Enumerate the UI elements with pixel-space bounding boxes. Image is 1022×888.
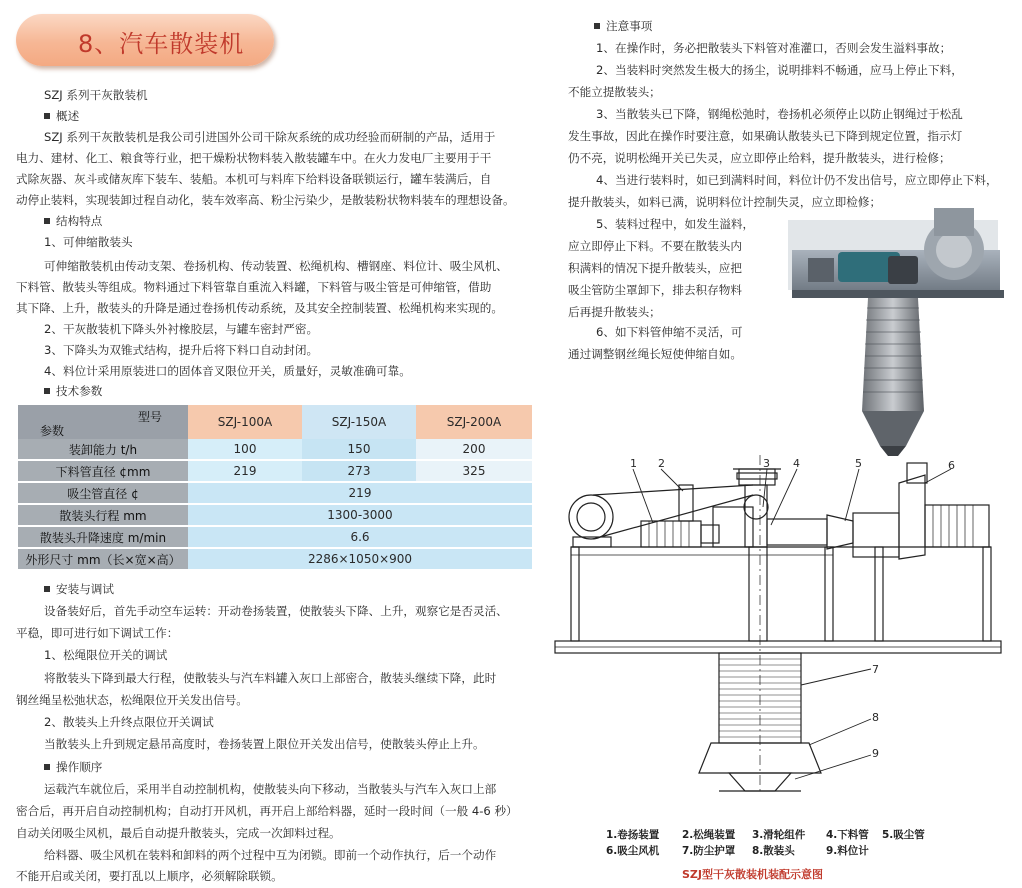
table-cell: 100 [188,439,302,461]
callout-number: 4 [793,457,800,470]
install-line: 平稳，即可进行如下调试工作： [16,626,179,640]
overview-line: 式除灰器、灰斗或储灰库下装车、装船。本机可与料库下给料设备联锁运行，罐车装满后，自 [16,172,492,186]
frame-leg [875,547,883,641]
note-line: 吸尘管防尘罩卸下，排去积存物料 [568,283,742,297]
callout-number: 2 [658,457,665,470]
legend-item: 2.松绳装置 [682,829,736,841]
callout-number: 5 [855,457,862,470]
note-line: 提升散装头，如料已满，说明料位计控制失灵，应立即检修； [568,195,882,209]
note-line: 应立即停止下料。不要在散装头内 [568,239,742,253]
note-line: 通过调整钢丝绳长短使伸缩自如。 [568,347,742,361]
install-line: 2、散装头上升终点限位开关调试 [44,715,214,729]
heading-install: 安装与调试 [44,579,114,600]
spec-table [18,405,532,571]
legend-item: 5.吸尘管 [882,829,925,841]
legend-item: 9.料位计 [826,845,869,857]
table-cell: 325 [416,461,532,483]
sequence-line: 自动关闭吸尘风机，最后自动提升散装头，完成一次卸料过程。 [16,826,341,840]
legend-item: 6.吸尘风机 [606,845,660,857]
winch-drum [569,495,613,539]
legend-item: 8.散装头 [752,845,795,857]
frame-leg [825,547,833,641]
table-cell: 2286×1050×900 [188,549,532,571]
table-corner [18,405,188,439]
table-cell: 1300-3000 [188,505,532,527]
bullet-square-icon [44,586,50,592]
callout-number: 3 [763,457,770,470]
callout-number: 7 [872,663,879,676]
heading-overview: 概述 [44,106,79,127]
table-row-label: 吸尘管直径 ¢ [18,483,188,505]
table-cell: 150 [302,439,416,461]
table-cell: 219 [188,461,302,483]
note-line: 积满料的情况下提升散装头，应把 [568,261,742,275]
legend-item: 7.防尘护罩 [682,845,736,857]
sequence-line: 密合后，再开启自动控制机构；自动打开风机，再开启上部给料器，延时一段时间（一般 4-6 秒） [16,804,518,818]
structure-line: 其下降、上升，散装头的升降是通过卷扬机传动系统，及其安全控制装置、松绳机构来实现的。 [16,301,503,315]
structure-line: 2、干灰散装机下降头外衬橡胶层，与罐车密封严密。 [44,322,319,336]
sequence-line: 不能开启或关闭，要打乱以上顺序，必须解除联锁。 [16,869,283,883]
overview-line: SZJ 系列干灰散装机是我公司引进国外公司干除灰系统的成功经验而研制的产品，适用于 [44,130,496,144]
note-line: 2、当装料时突然发生极大的扬尘，说明排料不畅通，应马上停止下料， [596,63,963,77]
table-row [18,549,532,571]
table-row [18,439,532,461]
corner-model-label: 型号 [138,410,163,424]
overview-line: 动停止装料，实现装卸过程自动化，装车效率高、粉尘污染少，是散装粉状物料装车的理想设备。 [16,193,515,207]
overview-line: 电力、建材、化工、粮食等行业，把干燥粉状物料装入散装罐车中。在火力发电厂主要用于干 [16,151,492,165]
note-line: 4、当进行装料时，如已到满料时间，料位计仍不发出信号，应立即停止下料， [596,173,998,187]
table-row [18,527,532,549]
heading-params: 技术参数 [44,381,102,402]
bullet-square-icon [44,388,50,394]
table-cell: 219 [188,483,532,505]
product-subtitle: SZJ 系列干灰散装机 [44,88,148,102]
legend-item: 1.卷扬装置 [606,829,660,841]
diagram-caption: SZJ型干灰散装机装配示意图 [682,868,823,881]
page-title: 8、汽车散装机 [78,30,245,58]
product-photo [788,206,1010,458]
note-line: 5、装料过程中，如发生溢料， [596,217,755,231]
note-line: 后再提升散装头； [568,305,661,319]
bullet-square-icon [44,764,50,770]
heading-structure: 结构特点 [44,211,102,232]
frame-leg [983,547,991,641]
heading-sequence: 操作顺序 [44,757,102,778]
install-line: 将散装头下降到最大行程，使散装头与汽车料罐入灰口上部密合，散装头继续下降，此时 [44,671,497,685]
table-row [18,461,532,483]
table-row-label: 外形尺寸 mm（长×宽×高） [18,549,188,571]
frame-leg [571,547,579,641]
install-line: 钢丝绳呈松弛状态，松绳限位开关发出信号。 [16,693,248,707]
callout-number: 6 [948,459,955,472]
heading-notes: 注意事项 [594,16,652,37]
bullet-square-icon [44,113,50,119]
structure-line: 3、下降头为双锥式结构，提升后将下料口自动封闭。 [44,343,319,357]
title-banner [16,14,274,66]
sequence-line: 运载汽车就位后，采用半自动控制机构，使散装头向下移动，当散装头与汽车入灰口上部 [44,782,497,796]
table-row-label: 装卸能力 t/h [18,439,188,461]
install-line: 当散装头上升到规定悬吊高度时，卷扬装置上限位开关发出信号，使散装头停止上升。 [44,737,485,751]
note-line: 发生事故，因此在操作时要注意，如果确认散装头已下降到规定位置，指示灯 [568,129,963,143]
table-header-cell: SZJ-100A [188,405,302,439]
winch-motor [641,521,701,547]
table-header-cell: SZJ-150A [302,405,416,439]
table-row-label: 下料管直径 ¢mm [18,461,188,483]
legend-item: 4.下料管 [826,829,869,841]
table-row-label: 散装头行程 mm [18,505,188,527]
table-row [18,505,532,527]
note-line: 不能立提散装头； [568,85,661,99]
install-line: 设备装好后，首先手动空车运转：开动卷扬装置，使散装头下降、上升，观察它是否灵活、 [44,604,508,618]
corner-param-label: 参数 [40,424,65,438]
note-line: 6、如下料管伸缩不灵活，可 [596,325,743,339]
structure-line: 可伸缩散装机由传动支架、卷扬机构、传动装置、松绳机构、槽钢座、料位计、吸尘风机、 [44,259,508,273]
bullet-square-icon [594,23,600,29]
assembly-diagram [553,455,1008,827]
note-line: 1、在操作时，务必把散装头下料管对准灌口，否则会发生溢料事故； [596,41,952,55]
callout-number: 9 [872,747,879,760]
table-row [18,483,532,505]
structure-line: 4、料位计采用原装进口的固体音叉限位开关，质量好，灵敏准确可靠。 [44,364,411,378]
note-line: 3、当散装头已下降，钢绳松弛时，卷扬机必须停止以防止钢绳过于松乱 [596,107,963,121]
legend-item: 3.滑轮组件 [752,829,806,841]
structure-line: 下料管、散装头等组成。物料通过下料管靠自重流入料罐，下料管与吸尘管是可伸缩管，借助 [16,280,492,294]
sequence-line: 给料器、吸尘风机在装料和卸料的两个过程中互为闭锁。即前一个动作执行，后一个动作 [44,848,497,862]
table-header-row [18,405,532,439]
structure-line: 1、可伸缩散装头 [44,235,133,249]
table-cell: 273 [302,461,416,483]
table-cell: 200 [416,439,532,461]
callout-number: 8 [872,711,879,724]
note-line: 仍不亮，说明松绳开关已失灵，应立即停止给料，提升散装头，进行检修； [568,151,951,165]
bullet-square-icon [44,218,50,224]
table-cell: 6.6 [188,527,532,549]
table-header-cell: SZJ-200A [416,405,532,439]
table-row-label: 散装头升降速度 m/min [18,527,188,549]
callout-number: 1 [630,457,637,470]
install-line: 1、松绳限位开关的调试 [44,648,168,662]
